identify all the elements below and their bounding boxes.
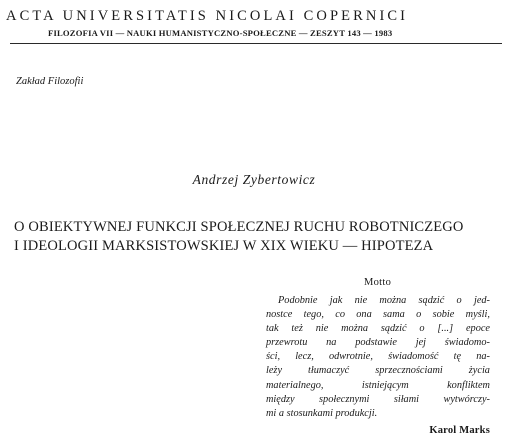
motto-line: materialnego, istniejącym konfliktem xyxy=(266,379,490,391)
journal-title: ACTA UNIVERSITATIS NICOLAI COPERNICI xyxy=(6,8,409,24)
motto-line: ści, lecz, odwrotnie, świadomość tę na- xyxy=(266,351,490,363)
journal-series-line: FILOZOFIA VII — NAUKI HUMANISTYCZNO-SPOŁECZNE — ZESZYT 143 — 1983 xyxy=(48,28,393,38)
motto-quote xyxy=(266,294,490,421)
motto-line: między społecznymi siłami wytwórczy- xyxy=(266,393,490,405)
motto-line: nostce tego, co ona sama o sobie myśli, xyxy=(266,309,490,321)
motto-line: leży tłumaczyć sprzecznościami życia xyxy=(266,365,490,377)
article-title-line-1: O OBIEKTYWNEJ FUNKCJI SPOŁECZNEJ RUCHU ROBOTNICZEGO xyxy=(14,219,464,235)
motto-line: mi a stosunkami produkcji. xyxy=(266,407,378,419)
motto-attribution: Karol Marks xyxy=(429,425,490,436)
motto-line: tak też nie można sądzić o [...] epoce xyxy=(266,323,490,335)
department-name: Zakład Filozofii xyxy=(16,76,84,87)
article-title xyxy=(14,218,504,256)
header-rule xyxy=(10,43,502,44)
motto-line: Podobnie jak nie można sądzić o jed- xyxy=(278,295,490,306)
motto-line: przewrotu na podstawie jej świadomo- xyxy=(266,337,490,349)
article-title-line-2: I IDEOLOGII MARKSISTOWSKIEJ W XIX WIEKU — HIPOTEZA xyxy=(14,238,434,254)
article-author: Andrzej Zybertowicz xyxy=(192,172,316,187)
motto-label: Motto xyxy=(364,277,392,288)
